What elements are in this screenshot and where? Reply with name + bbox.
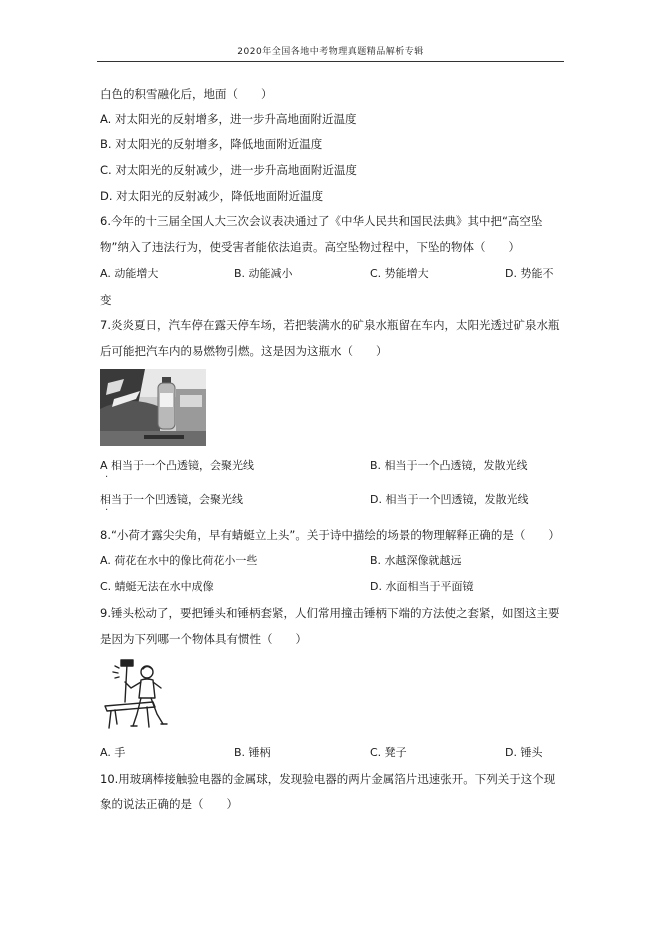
q9-option-c: C. 凳子	[370, 746, 407, 759]
q8-option-d: D. 水面相当于平面镜	[370, 580, 474, 593]
q5-stem: 白色的积雪融化后，地面（ ）	[100, 87, 273, 101]
q7-option-a: A 相当于一个凸透镜，会聚光线	[100, 459, 255, 472]
q8-option-b: B. 水越深像就越远	[370, 554, 462, 567]
q6-stem-line1: 6.今年的十三届全国人大三次会议表决通过了《中华人民共和国民法典》其中把“高空坠	[100, 214, 543, 228]
stray-mark: ·	[105, 472, 109, 483]
hammer-bench-illustration	[103, 658, 177, 730]
q6-option-a: A. 动能增大	[100, 267, 159, 280]
stray-mark: ·	[105, 505, 109, 516]
header-divider	[97, 61, 564, 62]
q9-option-d: D. 锤头	[505, 746, 543, 759]
q10-stem-line2: 象的说法正确的是（ ）	[100, 797, 238, 811]
page-header: 2020年全国各地中考物理真题精品解析专辑	[237, 47, 424, 57]
q9-option-a: A. 手	[100, 746, 126, 759]
q8-stem: 8.“小荷才露尖尖角，早有蜻蜓立上头”。关于诗中描绘的场景的物理解释正确的是（ ）	[100, 528, 560, 542]
q5-option-a: A. 对太阳光的反射增多，进一步升高地面附近温度	[100, 112, 357, 126]
q6-option-c: C. 势能增大	[370, 267, 429, 280]
q6-stem-line2: 物”纳入了违法行为，使受害者能依法追责。高空坠物过程中，下坠的物体（ ）	[100, 240, 520, 254]
q6-option-b: B. 动能减小	[234, 267, 293, 280]
q7-option-b: B. 相当于一个凸透镜，发散光线	[370, 459, 528, 472]
q7-stem-line1: 7.炎炎夏日，汽车停在露天停车场，若把装满水的矿泉水瓶留在车内，太阳光透过矿泉水瓶	[100, 318, 560, 332]
q9-stem-line1: 9.锤头松动了，要把锤头和锤柄套紧，人们常用撞击锤柄下端的方法使之套紧，如图这主要	[100, 606, 560, 620]
q5-option-c: C. 对太阳光的反射减少，进一步升高地面附近温度	[100, 163, 357, 177]
q8-option-c: C. 蜻蜓无法在水中成像	[100, 580, 214, 593]
q7-option-d: D. 相当于一个凹透镜，发散光线	[370, 493, 529, 506]
q8-option-a: A. 荷花在水中的像比荷花小一些	[100, 554, 258, 567]
q5-option-b: B. 对太阳光的反射增多，降低地面附近温度	[100, 137, 323, 151]
q9-stem-line2: 是因为下列哪一个物体具有惯性（ ）	[100, 632, 307, 646]
q6-option-d-wrap: 变	[100, 293, 112, 307]
q5-option-d: D. 对太阳光的反射减少，降低地面附近温度	[100, 189, 324, 203]
q6-option-d: D. 势能不	[505, 267, 554, 280]
q7-option-c: 相当于一个凹透镜，会聚光线	[100, 493, 243, 506]
q7-stem-line2: 后可能把汽车内的易燃物引燃。这是因为这瓶水（ ）	[100, 344, 388, 358]
q9-option-b: B. 锤柄	[234, 746, 271, 759]
q10-stem-line1: 10.用玻璃棒接触验电器的金属球，发现验电器的两片金属箔片迅速张开。下列关于这个现	[100, 772, 556, 786]
water-bottle-car-photo	[100, 369, 206, 446]
